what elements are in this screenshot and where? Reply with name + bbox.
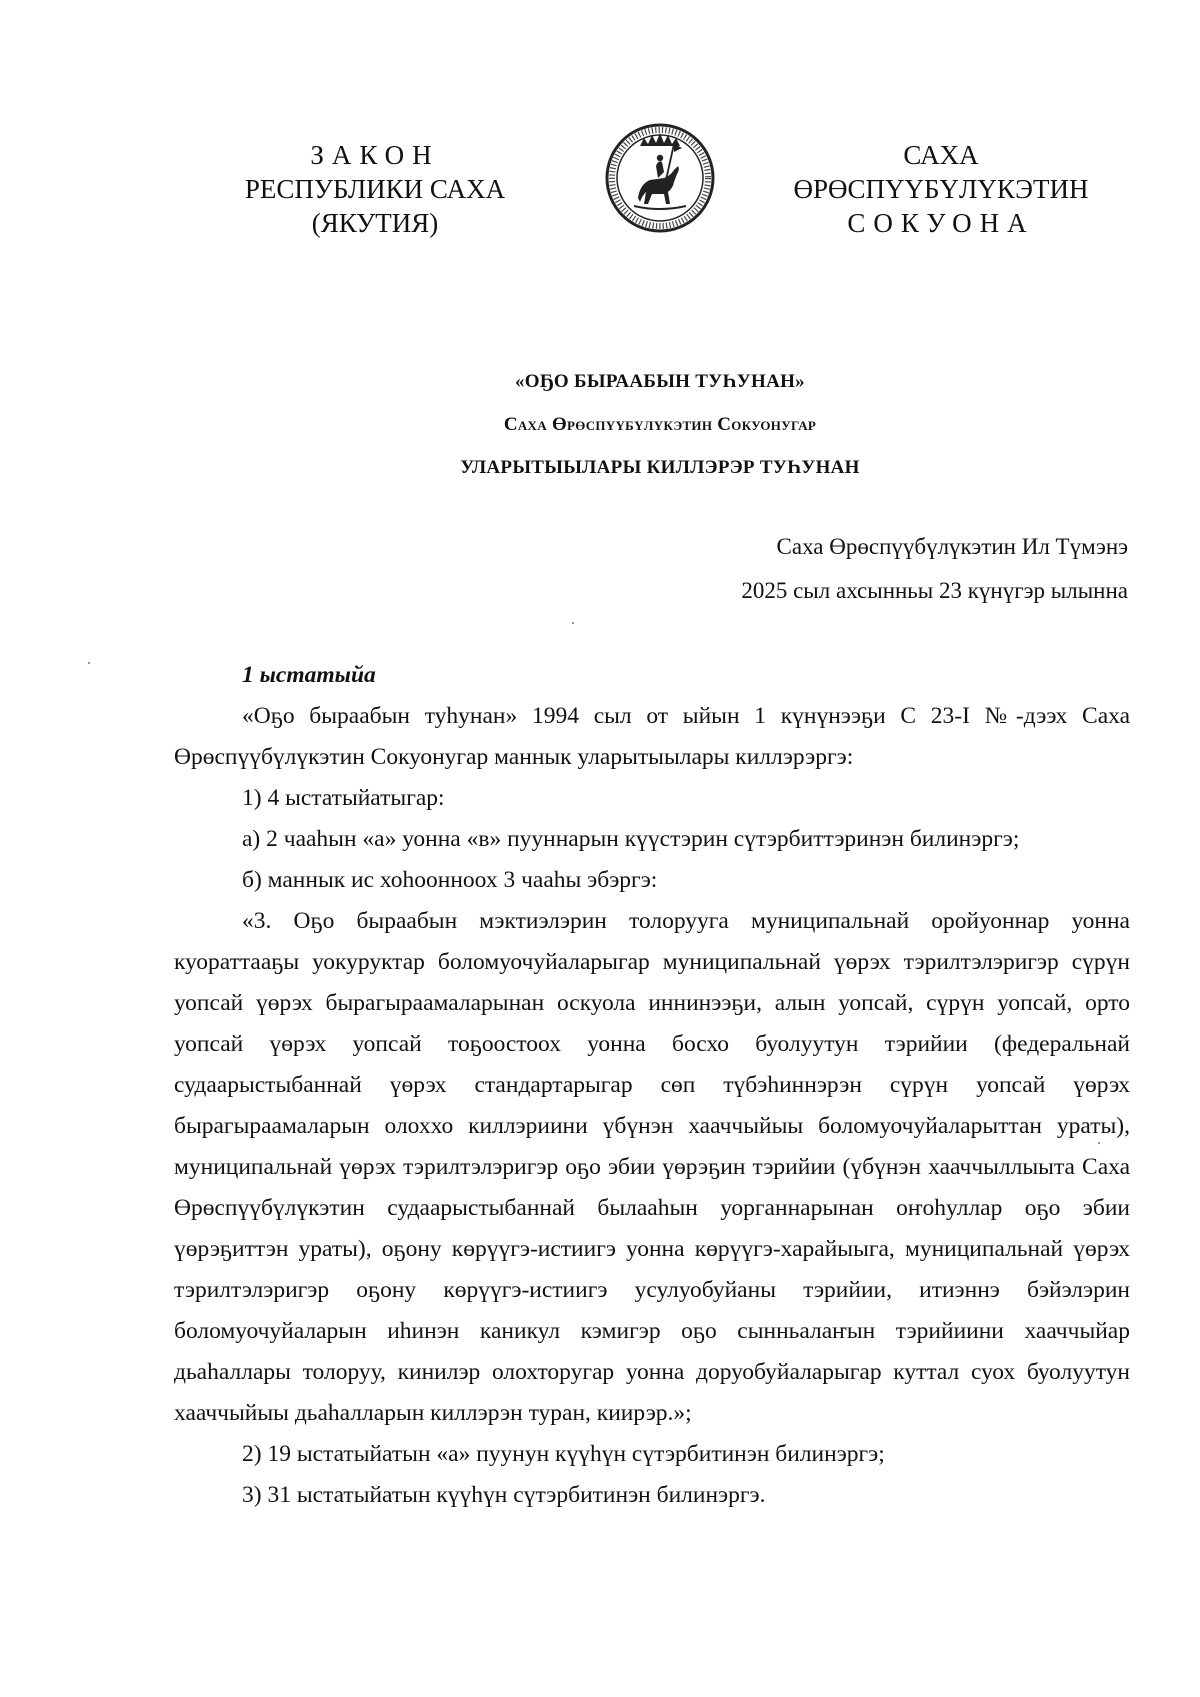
paragraph-intro: «Оҕо быраабын туһунан» 1994 сыл от ыйын 1 күнүнээҕи С 23-I №-дээх Саха Өрөспүүбүлүкэтин Сокуонугар маннык уларытыылары киллэрэргэ: xyxy=(174,703,1130,770)
header-right-subtitle: СОКУОНА xyxy=(847,208,1035,238)
paragraph-item-1: 1) 4 ыстатыйатыгар: xyxy=(242,785,445,811)
header-left-subtitle: РЕСПУБЛИКИ САХА (ЯКУТИЯ) xyxy=(244,174,506,238)
adoption-date: 2025 сыл ахсынньы 23 күнүгэр ылынна xyxy=(741,578,1128,603)
law-title-line-2: Саха Өрөспүүбүлүкэтин Сокуонугар xyxy=(503,414,817,435)
paragraph-item-2: 2) 19 ыстатыйатын «а» пуунун күүһүн сүтэрбитинэн билинэргэ; xyxy=(242,1441,885,1467)
article-heading: 1 ыстатыйа xyxy=(242,662,376,688)
law-title-line-3: УЛАРЫТЫЫЛАРЫ КИЛЛЭРЭР ТУҺУНАН xyxy=(460,457,860,478)
header-left-title: ЗАКОН xyxy=(310,140,440,170)
sakha-emblem-icon xyxy=(604,122,716,234)
paragraph-item-3: 3) 31 ыстатыйатын күүһүн сүтэрбитинэн билинэргэ. xyxy=(242,1482,766,1508)
adoption-block xyxy=(741,525,1128,613)
scan-speck xyxy=(1098,1142,1100,1144)
law-title xyxy=(160,360,1160,489)
paragraph-item-1b: б) маннык ис хоһоонноох 3 чааһы эбэргэ: xyxy=(242,867,658,893)
adoption-body: Саха Өрөспүүбүлүкэтин Ил Түмэнэ xyxy=(776,534,1128,559)
header-left xyxy=(180,138,570,240)
scan-speck xyxy=(88,662,90,664)
paragraph-quoted-part-3: «3. Оҕо быраабын мэктиэлэрин толорууга муниципальнай оройуоннар уонна куораттааҕы уокуруктар боломуочуйаларыгар муниципальнай үөрэх тэрилтэлэригэр сүрүн уопсай үөрэх бырагыраамаларынан оскуола иннинээҕи, алын уопсай, сүрүн уопсай, орто уопсай үөрэх уопсай тоҕоостоох уонна босхо буолуутун тэрийии (федеральнай судаарыстыбаннай үөрэх стандартарыгар сөп түбэһиннэрэн сүрүн уопсай үөрэх бырагыраамаларын олоххо киллэриини үбүнэн хааччыйыы боломуочуйаларыттан ураты), муниципальнай үөрэх тэрилтэлэригэр оҕо эбии үөрэҕин тэрийии (үбүнэн хааччыллыыта Саха Өрөспүүбүлүкэтин судаарыстыбаннай былааһын уорганнарынан оҥоһуллар оҕо эбии үөрэҕиттэн ураты), оҕону көрүүгэ-истиигэ уонна көрүүгэ-харайыыга, муниципальнай үөрэх тэрилтэлэригэр оҕону көрүүгэ-истиигэ усулуобуйаны тэрийии, итиэннэ бэйэлэрин боломуочуйаларын иһинэн каникул кэмигэр оҕо сынньалаҥын тэрийиини хааччыйар дьаһаллары толоруу, кинилэр олохторугар уонна доруобуйаларыгар куттал суох буолуутун хааччыйыы дьаһалларын киллэрэн туран, киирэр.»; xyxy=(174,908,1130,1426)
paragraph-item-1a: а) 2 чааһын «а» уонна «в» пууннарын күүстэрин сүтэрбиттэринэн билинэргэ; xyxy=(242,826,1020,852)
law-title-line-1: «ОҔО БЫРААБЫН ТУҺУНАН» xyxy=(515,371,805,392)
scan-speck xyxy=(572,622,574,624)
article-body xyxy=(174,655,1130,1516)
header-right xyxy=(756,138,1126,240)
header-right-title: САХА ӨРӨСПҮҮБҮЛҮКЭТИН xyxy=(793,140,1089,204)
